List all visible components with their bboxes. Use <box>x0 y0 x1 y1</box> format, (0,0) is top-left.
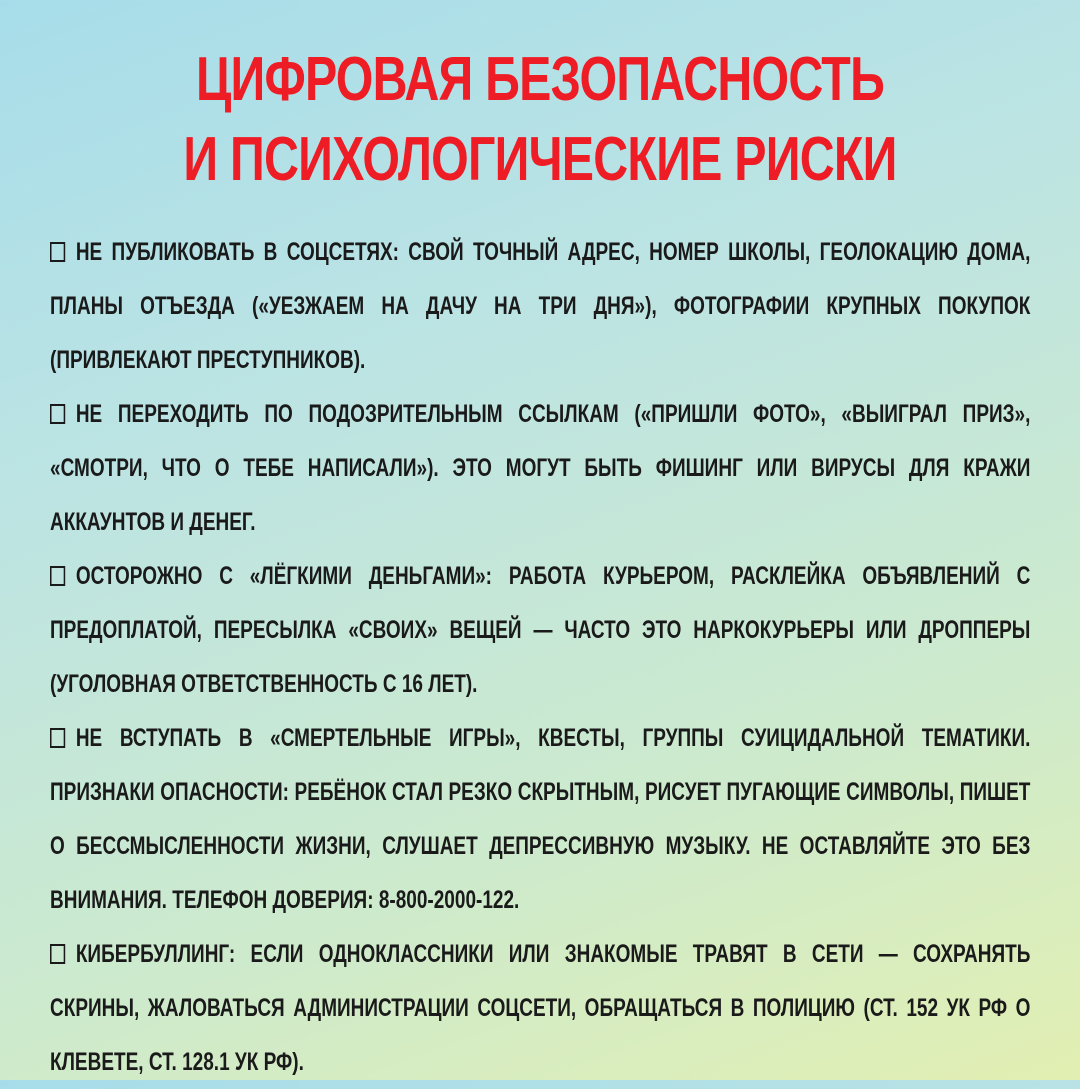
list-item-text: КИБЕРБУЛЛИНГ: ЕСЛИ ОДНОКЛАССНИКИ ИЛИ ЗНАКОМЫЕ ТРАВЯТ В СЕТИ — СОХРАНЯТЬ СКРИНЫ, ЖАЛОВАТЬСЯ АДМИНИСТРАЦИИ СОЦСЕТИ, ОБРАЩАТЬСЯ В ПОЛИЦИЮ (СТ. 152 УК РФ О КЛЕВЕТЕ, СТ. 128.1 УК РФ). <box>50 940 1031 1076</box>
list-item <box>50 549 1030 711</box>
list-item-text: НЕ ПУБЛИКОВАТЬ В СОЦСЕТЯХ: СВОЙ ТОЧНЫЙ АДРЕС, НОМЕР ШКОЛЫ, ГЕОЛОКАЦИЮ ДОМА, ПЛАНЫ ОТЪЕЗДА («УЕЗЖАЕМ НА ДАЧУ НА ТРИ ДНЯ»), ФОТОГРАФИИ КРУПНЫХ ПОКУПОК (ПРИВЛЕКАЮТ ПРЕСТУПНИКОВ). <box>50 238 1031 374</box>
checkbox-icon <box>50 566 65 586</box>
page-title <box>119 40 961 200</box>
checklist <box>50 225 1030 1089</box>
checkbox-icon <box>50 242 65 262</box>
list-item <box>50 225 1030 387</box>
checkbox-icon <box>50 728 65 748</box>
list-item <box>50 711 1030 927</box>
checkbox-icon <box>50 944 65 964</box>
list-item-text: ОСТОРОЖНО С «ЛЁГКИМИ ДЕНЬГАМИ»: РАБОТА КУРЬЕРОМ, РАСКЛЕЙКА ОБЪЯВЛЕНИЙ С ПРЕДОПЛАТОЙ, ПЕРЕСЫЛКА «СВОИХ» ВЕЩЕЙ — ЧАСТО ЭТО НАРКОКУРЬЕРЫ ИЛИ ДРОППЕРЫ (УГОЛОВНАЯ ОТВЕТСТВЕННОСТЬ С 16 ЛЕТ). <box>50 562 1031 698</box>
list-item-text: НЕ ПЕРЕХОДИТЬ ПО ПОДОЗРИТЕЛЬНЫМ ССЫЛКАМ («ПРИШЛИ ФОТО», «ВЫИГРАЛ ПРИЗ», «СМОТРИ, ЧТО О ТЕБЕ НАПИСАЛИ»). ЭТО МОГУТ БЫТЬ ФИШИНГ ИЛИ ВИРУСЫ ДЛЯ КРАЖИ АККАУНТОВ И ДЕНЕГ. <box>50 400 1031 536</box>
title-line-1: ЦИФРОВАЯ БЕЗОПАСНОСТЬ <box>195 45 885 114</box>
title-line-2: И ПСИХОЛОГИЧЕСКИЕ РИСКИ <box>183 125 897 194</box>
list-item <box>50 927 1030 1089</box>
list-item-text: НЕ ВСТУПАТЬ В «СМЕРТЕЛЬНЫЕ ИГРЫ», КВЕСТЫ, ГРУППЫ СУИЦИДАЛЬНОЙ ТЕМАТИКИ. ПРИЗНАКИ ОПАСНОСТИ: РЕБЁНОК СТАЛ РЕЗКО СКРЫТНЫМ, РИСУЕТ ПУГАЮЩИЕ СИМВОЛЫ, ПИШЕТ О БЕССМЫСЛЕННОСТИ ЖИЗНИ, СЛУШАЕТ ДЕПРЕССИВНУЮ МУЗЫКУ. НЕ ОСТАВЛЯЙТЕ ЭТО БЕЗ ВНИМАНИЯ. ТЕЛЕФОН ДОВЕРИЯ: 8-800-2000-122. <box>50 724 1031 914</box>
list-item <box>50 387 1030 549</box>
checkbox-icon <box>50 404 65 424</box>
